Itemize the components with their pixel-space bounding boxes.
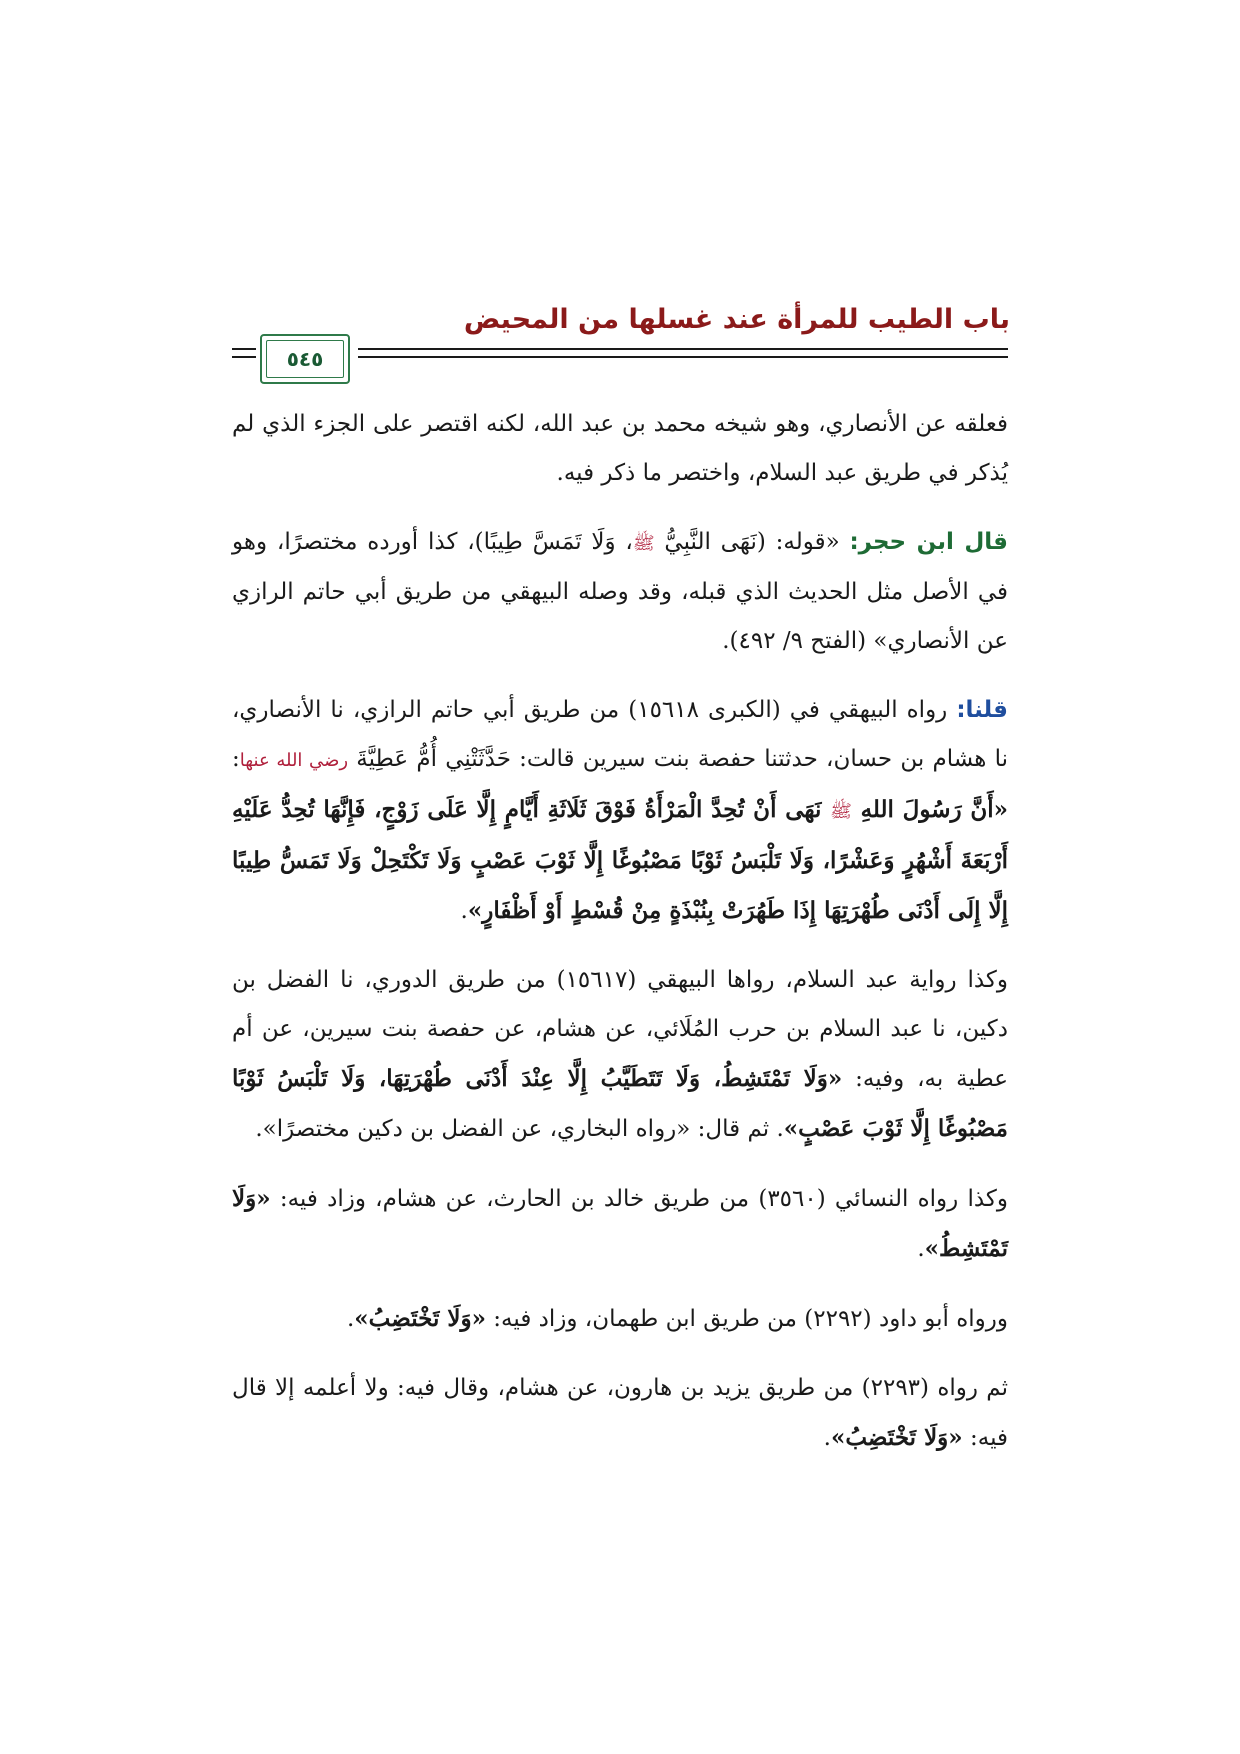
paragraph-2-text-1: «قوله: (نَهَى النَّبِيُّ — [654, 529, 850, 555]
paragraph-1: فعلقه عن الأنصاري، وهو شيخه محمد بن عبد الله، لكنه اقتصر على الجزء الذي لم يُذكر في طريق عبد السلام، واختصر ما ذكر فيه. — [232, 411, 1008, 486]
paragraph-4-text-1: وكذا رواية عبد السلام، رواها البيهقي (١٥٦١٧) من طريق الدوري، نا الفضل بن دكين، نا عبد السلام بن حرب المُلَائي، عن هشام، عن حفصة بنت سيرين، عن أم عطية به، وفيه: — [232, 967, 1009, 1092]
hadith-text-5: «وَلَا تَخْتَضِبُ» — [830, 1424, 963, 1451]
paragraph-6 — [232, 1294, 1008, 1344]
paragraph-3-end: . — [460, 898, 468, 924]
paragraph-3-text-1: رواه البيهقي في (الكبرى ١٥٦١٨) من طريق أبي حاتم الرازي، نا الأنصاري، نا هشام بن حسان، حدثتنا حفصة بنت سيرين قالت: حَدَّثَتْنِي أُمُّ عَطِيَّةَ — [232, 697, 1008, 772]
header-rule-right-bottom — [358, 356, 1008, 358]
quote-label-ibn-hajar: قال ابن حجر: — [849, 529, 1008, 555]
paragraph-4-text-2: . ثم قال: «رواه البخاري، عن الفضل بن دكين مختصرًا». — [255, 1116, 784, 1142]
chapter-title: باب الطيب للمرأة عند غسلها من المحيض — [463, 304, 1010, 335]
header-rule-right-top — [358, 348, 1008, 350]
header-rule-left-top — [232, 348, 256, 350]
page-number-badge — [260, 334, 350, 384]
paragraph-2-text-2: ، وَلَا تَمَسَّ طِيبًا)، كذا أورده مختصرًا، وهو في الأصل مثل الحديث الذي قبله، وقد وصله البيهقي من طريق أبي حاتم الرازي عن الأنصاري» (الفتح ٩/ ٤٩٢). — [232, 529, 1008, 654]
paragraph-6-text-2: . — [346, 1306, 355, 1332]
paragraph-7-text-2: . — [823, 1425, 831, 1451]
hadith-text-3: «وَلَا تَمْتَشِطُ» — [232, 1185, 1008, 1262]
radi-allahu-anha-symbol: رضي الله عنها — [239, 750, 349, 771]
hadith-text-1a: «أَنَّ رَسُولَ اللهِ — [851, 796, 1008, 823]
paragraph-5-text-2: . — [917, 1236, 925, 1262]
paragraph-7-text-1: ثم رواه (٢٢٩٣) من طريق يزيد بن هارون، عن هشام، وقال فيه: ولا أعلمه إلا قال فيه: — [232, 1375, 1008, 1451]
hadith-text-4: «وَلَا تَخْتَضِبُ» — [354, 1305, 486, 1332]
hadith-text-1b: نَهَى أَنْ تُحِدَّ الْمَرْأَةُ فَوْقَ ثَلَاثَةِ أَيَّامٍ إِلَّا عَلَى زَوْجٍ، فَإِنَّهَا تُحِدُّ عَلَيْهِ أَرْبَعَةَ أَشْهُرٍ وَعَشْرًا، وَلَا تَلْبَسُ ثَوْبًا مَصْبُوغًا إِلَّا ثَوْبَ عَصْبٍ وَلَا تَكْتَحِلْ وَلَا تَمَسُّ طِيبًا إِلَّا إِلَى أَدْنَى طُهْرَتِهَا إِذَا طَهُرَتْ بِنُبْذَةٍ مِنْ قُسْطٍ أَوْ أَظْفَارٍ» — [232, 796, 1008, 924]
quote-label-qulna: قلنا: — [956, 697, 1008, 723]
page-body — [232, 400, 1008, 1483]
paragraph-5-text-1: وكذا رواه النسائي (٣٥٦٠) من طريق خالد بن الحارث، عن هشام، وزاد فيه: — [270, 1186, 1008, 1212]
page-number: ٥٤٥ — [286, 347, 324, 371]
hadith-text-2: «وَلَا تَمْتَشِطُ، وَلَا تَتَطَيَّبُ إِلَّا عِنْدَ أَدْنَى طُهْرَتِهَا، وَلَا تَلْبَسُ ثَوْبًا مَصْبُوغًا إِلَّا ثَوْبَ عَصْبٍ» — [232, 1065, 1008, 1142]
salutation-symbol: ﷺ — [632, 533, 655, 554]
header-rule-left-bottom — [232, 356, 256, 358]
salutation-symbol: ﷺ — [830, 801, 852, 822]
paragraph-5 — [232, 1174, 1008, 1274]
paragraph-7 — [232, 1364, 1008, 1463]
paragraph-2 — [232, 518, 1008, 666]
paragraph-3-text-2: : — [232, 746, 240, 772]
page-header — [0, 0, 1240, 380]
paragraph-3 — [232, 686, 1008, 936]
paragraph-6-text-1: ورواه أبو داود (٢٢٩٢) من طريق ابن طهمان، وزاد فيه: — [486, 1306, 1008, 1332]
paragraph-4 — [232, 956, 1008, 1154]
